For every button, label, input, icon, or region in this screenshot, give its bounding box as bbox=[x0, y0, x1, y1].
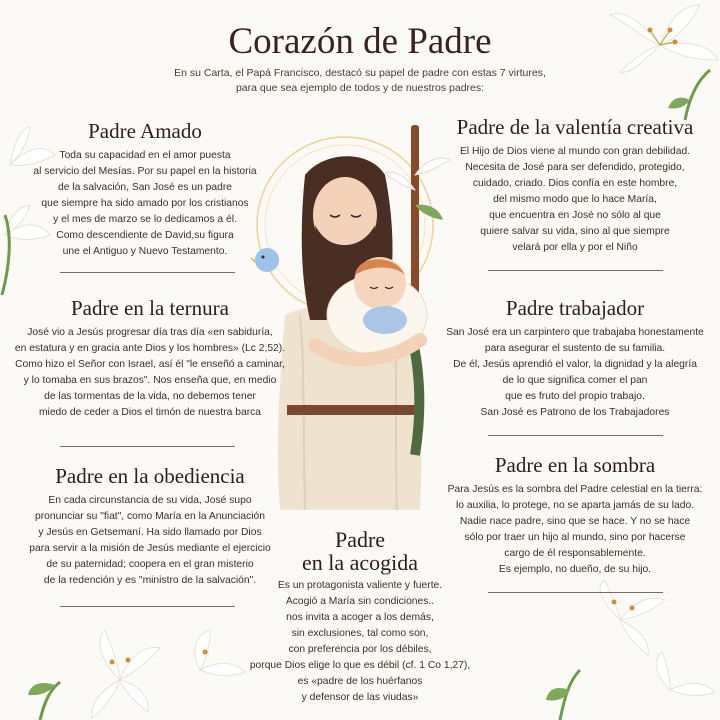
body-line: y lo tomaba en sus brazos". Nos enseña que, en medio bbox=[23, 375, 277, 386]
page-subtitle bbox=[140, 66, 580, 96]
divider-line bbox=[488, 435, 663, 436]
heading-line: Padre en la obediencia bbox=[55, 464, 245, 488]
lily-flowers-bottom-left-decoration bbox=[0, 590, 250, 720]
body-line: San José es Patrono de los Trabajadores bbox=[480, 407, 670, 418]
section-body bbox=[10, 148, 280, 260]
body-line: velará por ella y por el Niño bbox=[512, 242, 638, 253]
section-body bbox=[225, 578, 495, 706]
section-heading bbox=[440, 116, 710, 138]
body-line: es «padre de los huérfanos bbox=[297, 676, 423, 687]
body-line: que es fruto del propio trabajo. bbox=[505, 391, 645, 402]
section-padre-valentia-creativa bbox=[440, 116, 710, 256]
subtitle-line: para que sea ejemplo de todos y de nuestros padres: bbox=[235, 82, 485, 94]
body-line: De él, Jesús aprendió el valor, la dignidad y la alegría bbox=[453, 359, 697, 370]
section-heading bbox=[440, 454, 710, 476]
body-line: San José era un carpintero que trabajaba honestamente bbox=[446, 327, 704, 338]
body-line: de lo que significa comer el pan bbox=[502, 375, 648, 386]
section-heading bbox=[440, 297, 710, 319]
body-line: que encuentra en José no sólo al que bbox=[489, 210, 661, 221]
section-heading bbox=[5, 297, 295, 319]
body-line: de la redención y es "ministro de la salvación". bbox=[43, 575, 257, 586]
subtitle-line: En su Carta, el Papá Francisco, destacó su papel de padre con estas 7 virtures, bbox=[174, 67, 546, 79]
body-line: de la salvación, San José es un padre bbox=[57, 182, 233, 193]
heading-line: Padre en la sombra bbox=[494, 453, 656, 477]
body-line: El Hijo de Dios viene al mundo con gran debilidad. bbox=[459, 146, 691, 157]
body-line: del mismo modo que lo hace María, bbox=[493, 194, 657, 205]
body-line: para asegurar el sustento de su familia. bbox=[484, 343, 666, 354]
body-line: Acogió a María sin condiciones.. bbox=[285, 596, 435, 607]
body-line: en estatura y en gracia ante Dios y los hombres» (Lc 2,52). bbox=[14, 343, 286, 354]
body-line: lo auxilia, lo protege, no se aparta jamás de su lado. bbox=[455, 500, 695, 511]
body-line: quiere salvar su vida, sino al que siempre bbox=[480, 226, 670, 237]
section-body bbox=[440, 144, 710, 256]
heading-line: Padre Amado bbox=[88, 119, 202, 143]
heading-line: Padre trabajador bbox=[505, 296, 645, 320]
section-heading bbox=[10, 465, 290, 487]
body-line: de su paternidad; coopera en el gran misterio bbox=[46, 559, 254, 570]
body-line: cuidado, criado. Dios confía en este hombre, bbox=[472, 178, 678, 189]
section-body bbox=[5, 325, 295, 421]
divider-line bbox=[60, 606, 235, 607]
body-line: al servicio del Mesías. Por su papel en la historia bbox=[33, 166, 257, 177]
body-line: une el Antiguo y Nuevo Testamento. bbox=[62, 246, 228, 257]
section-padre-trabajador bbox=[440, 297, 710, 421]
heading-line: Padre en la ternura bbox=[70, 296, 229, 320]
body-line: Es un protagonista valiente y fuerte. bbox=[277, 580, 443, 591]
body-line: sólo por traer un hijo al mundo, sino por hacerse bbox=[464, 532, 686, 543]
body-line: y el mes de marzo se lo dedicamos a él. bbox=[53, 214, 237, 225]
divider-line bbox=[488, 270, 663, 271]
divider-line bbox=[60, 272, 235, 273]
section-body bbox=[440, 325, 710, 421]
body-line: En cada circunstancia de su vida, José supo bbox=[48, 495, 252, 506]
divider-line bbox=[60, 446, 235, 447]
body-line: Necesita de José para ser defendido, protegido, bbox=[465, 162, 685, 173]
body-line: para servir a la misión de Jesús mediante el ejercicio bbox=[29, 543, 271, 554]
body-line: y defensor de las viudas» bbox=[301, 692, 419, 703]
section-heading bbox=[225, 528, 495, 574]
heading-line: Padre de la valentía creativa bbox=[456, 115, 694, 139]
body-line: y Jesús en Getsemaní. Ha sido llamado por Dios bbox=[38, 527, 262, 538]
body-line: de las tormentas de la vida, no debemos tener bbox=[44, 391, 256, 402]
body-line: con preferencia por los débiles, bbox=[288, 644, 432, 655]
body-line: Como descendiente de David,su figura bbox=[56, 230, 234, 241]
body-line: Nadie nace padre, sino que se hace. Y no se hace bbox=[459, 516, 691, 527]
body-line: José vio a Jesús progresar día tras día «en sabiduría, bbox=[27, 327, 273, 338]
body-line: miedo de ceder a Dios el timón de nuestra barca bbox=[38, 407, 262, 418]
body-line: pronunciar su "fiat", como María en la Anunciación bbox=[35, 511, 265, 522]
body-line: que siempre ha sido amado por los cristianos bbox=[41, 198, 249, 209]
section-padre-acogida bbox=[225, 528, 495, 706]
body-line: nos invita a acoger a los demás, bbox=[286, 612, 434, 623]
heading-line: en la acogida bbox=[301, 550, 419, 575]
body-line: Como hizo el Señor con Israel, así él "le enseñó a caminar, bbox=[15, 359, 285, 370]
body-line: cargo de él responsablemente. bbox=[504, 548, 646, 559]
section-padre-amado bbox=[10, 120, 280, 260]
lily-flowers-bottom-right-decoration bbox=[540, 580, 720, 720]
heading-line: Padre bbox=[334, 527, 386, 552]
section-padre-ternura bbox=[5, 297, 295, 421]
body-line: porque Dios elige lo que es débil (cf. 1 Co 1,27), bbox=[249, 660, 471, 671]
body-line: Es ejemplo, no dueño, de su hijo. bbox=[498, 564, 652, 575]
page-title: Corazón de Padre bbox=[228, 21, 492, 62]
body-line: Para Jesús es la sombra del Padre celestial en la tierra: bbox=[447, 484, 703, 495]
section-heading bbox=[10, 120, 280, 142]
body-line: sin exclusiones, tal como son, bbox=[291, 628, 429, 639]
divider-line bbox=[488, 592, 663, 593]
body-line: Toda su capacidad en el amor puesta bbox=[59, 150, 231, 161]
